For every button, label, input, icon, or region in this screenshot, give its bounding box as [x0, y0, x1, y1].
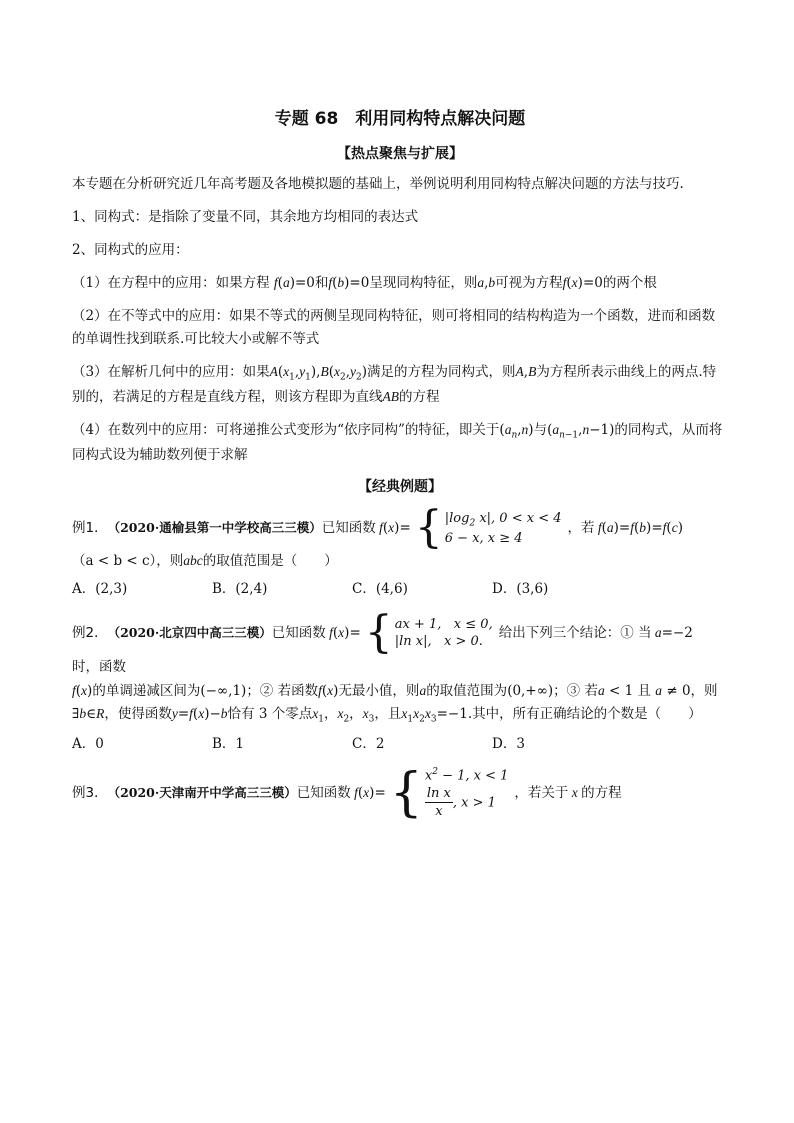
- choice-c[interactable]: C．(4,6): [352, 581, 408, 598]
- example-3: 例3． （2020·天津南开中学高三三模） 已知函数 f ( x )= { $x^2 - 1$, x < 1 $\frac{\text{ln x}}{x}$ , x > 1 ，若关于 x 的方程: [72, 763, 622, 824]
- application-4: （4）在数列中的应用：可将递推公式变形为“依序同构”的特征，即关于$(a_n,n)$与$(a_{n-1},n-1)$的同构式，从而将同构式设为辅助数列便于求解: [72, 421, 723, 463]
- intro-paragraph: 本专题在分析研究近几年高考题及各地模拟题的基础上，举例说明利用同构特点解决问题的方法与技巧.: [72, 176, 684, 192]
- example-2: 例2． （2020·北京四中高三三模） 已知函数 f ( x )= { ax + 1, x ≤ 0, |ln x|, x > 0. 给出下列三个结论：① 当 a =−2 时，函数: [72, 607, 693, 676]
- example-1-choices: [72, 577, 728, 597]
- choice-c[interactable]: C．2: [352, 735, 385, 752]
- example-2-choices: [72, 732, 728, 752]
- choice-a[interactable]: A．(2,3): [72, 581, 128, 598]
- page-title: 专题 68 利用同构特点解决问题: [274, 109, 526, 129]
- document-page: [72, 104, 728, 824]
- piecewise-function-2: { ax + 1, x ≤ 0, |ln x|, x > 0.: [364, 607, 493, 659]
- application-3: （3）在解析几何中的应用：如果$A(x_1,y_1),B(x_2,y_2)$满足的方程为同构式，则A,B为方程所表示曲线上的两点.特别的，若满足的方程是直线方程，则该方程即为直线AB的方程: [72, 363, 717, 405]
- example-2-text: f(x)的单调递减区间为(−∞,1)；② 若函数f(x)无最小值，则a的取值范围为(0,+∞)；③ 若a < 1 且 a ≠ 0，则∃b∈R，使得函数y=f(x)−b恰有 3 个零点$x_1$，$x_2$，$x_3$，且$x_1x_2x_3=-1$.其中，所有正确结论的个数是（ ）: [72, 682, 718, 725]
- example-1-question: （a < b < c），则abc的取值范围是（ ）: [72, 553, 338, 570]
- section-heading-examples: 【经典例题】: [358, 479, 442, 496]
- example-1: 例1． （2020·通榆县第一中学校高三三模） 已知函数 f ( x )= { $|\log_2$ x|, 0 < x < 4 6 − x, x ≥ 4 ，若 f ( a )= f ( b )= f ( c ): [72, 502, 683, 554]
- piecewise-function-3: { $x^2 - 1$, x < 1 $\frac{\text{ln x}}{x}$ , x > 1: [389, 763, 509, 824]
- choice-b[interactable]: B．1: [212, 735, 245, 752]
- section-heading-hotspots: 【热点聚焦与扩展】: [337, 146, 463, 162]
- application-2: （2）在不等式中的应用：如果不等式的两侧呈现同构特征，则可将相同的结构构造为一个函数，进而和函数的单调性找到联系.可比较大小或解不等式: [72, 307, 716, 347]
- choice-b[interactable]: B．(2,4): [212, 581, 268, 598]
- choice-d[interactable]: D．(3,6): [492, 581, 549, 598]
- applications-heading: 2、同构式的应用：: [72, 241, 189, 258]
- choice-a[interactable]: A．0: [72, 735, 104, 752]
- choice-d[interactable]: D．3: [492, 735, 525, 752]
- application-1: （1）在方程中的应用：如果方程 f(a)=0和f(b)=0呈现同构特征，则a,b可视为方程f(x)=0的两个根: [72, 274, 657, 291]
- definition-paragraph: 1、同构式：是指除了变量不同，其余地方均相同的表达式: [72, 208, 419, 225]
- piecewise-function-1: { $|\log_2$ x|, 0 < x < 4 6 − x, x ≥ 4: [414, 502, 562, 554]
